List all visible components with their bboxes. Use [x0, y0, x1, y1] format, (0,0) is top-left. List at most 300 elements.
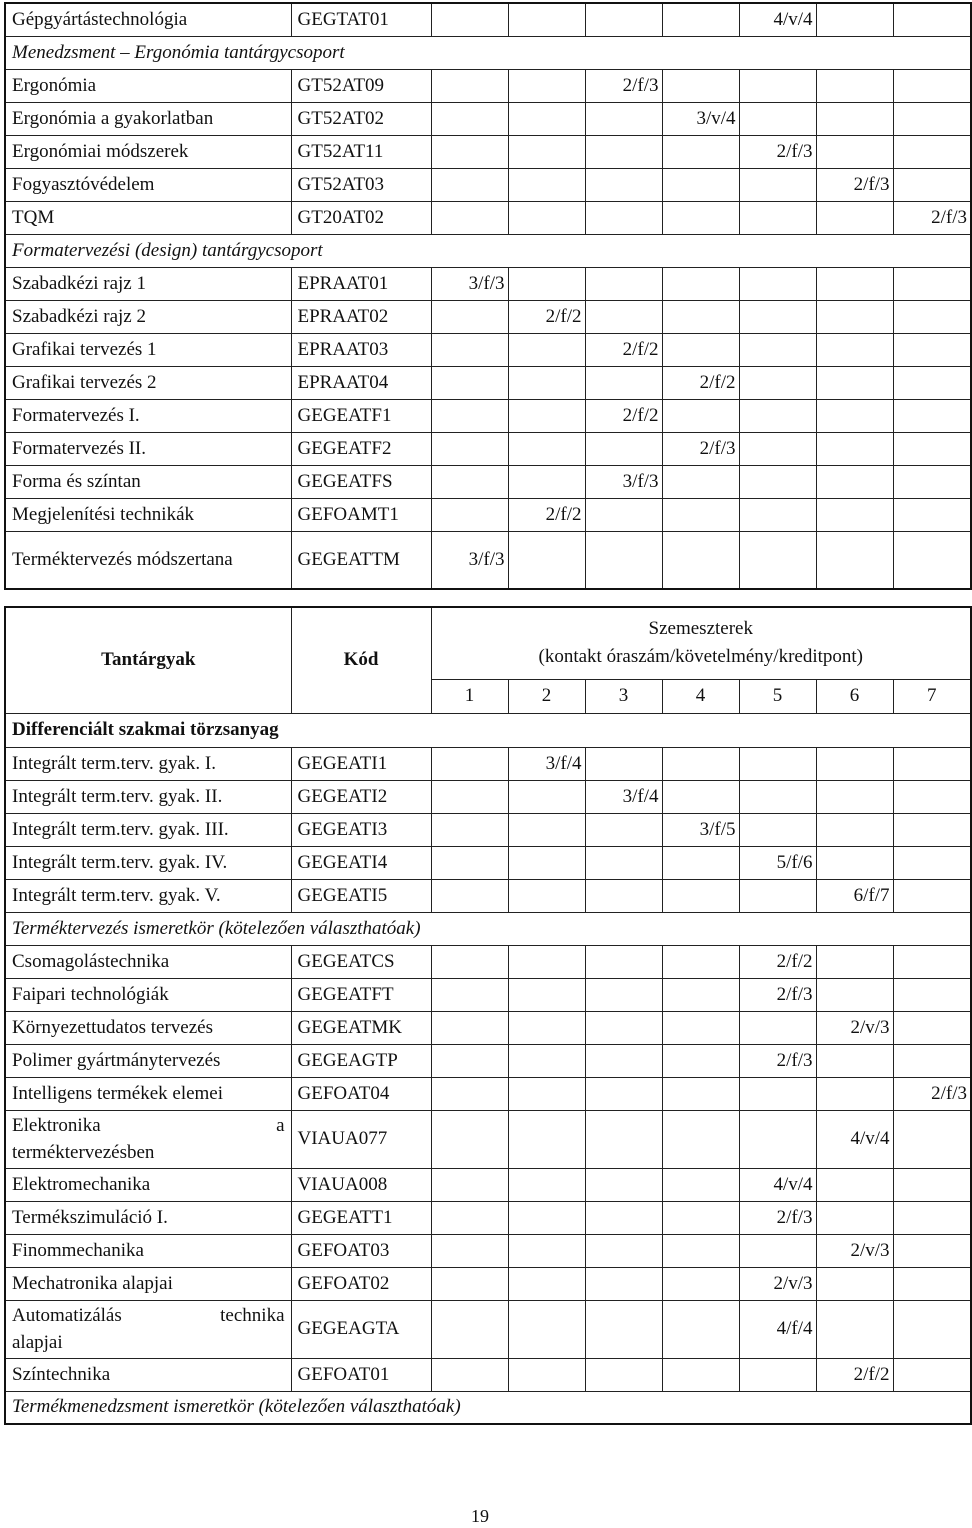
semester-cell-3 [585, 201, 662, 234]
semester-cell-6 [816, 1267, 893, 1300]
course-code: GEGEAGTP [291, 1044, 431, 1077]
course-code: EPRAAT04 [291, 366, 431, 399]
semester-cell-4: 2/f/2 [662, 366, 739, 399]
semester-cell-4 [662, 978, 739, 1011]
semester-cell-7 [893, 300, 971, 333]
course-name: Termékszimuláció I. [5, 1201, 291, 1234]
course-code: GT52AT03 [291, 168, 431, 201]
course-code: GT20AT02 [291, 201, 431, 234]
page-number: 19 [471, 1506, 489, 1526]
semester-cell-5: 5/f/6 [739, 846, 816, 879]
course-row [5, 168, 971, 201]
course-name: Terméktervezés módszertana [5, 531, 291, 589]
semester-cell-6 [816, 978, 893, 1011]
semester-cell-4 [662, 399, 739, 432]
semester-cell-4 [662, 69, 739, 102]
semester-cell-7 [893, 333, 971, 366]
course-name: Finommechanika [5, 1234, 291, 1267]
course-row [5, 780, 971, 813]
semester-cell-1 [431, 1201, 508, 1234]
course-code: GT52AT09 [291, 69, 431, 102]
semester-cell-1 [431, 3, 508, 36]
semester-cell-5 [739, 432, 816, 465]
semester-cell-5 [739, 747, 816, 780]
curriculum-table-main [4, 606, 972, 1425]
semester-cell-6 [816, 465, 893, 498]
semester-cell-5 [739, 1011, 816, 1044]
semester-cell-3 [585, 1234, 662, 1267]
semester-cell-3 [585, 813, 662, 846]
semester-cell-4: 3/f/5 [662, 813, 739, 846]
semester-cell-7 [893, 366, 971, 399]
semester-cell-1 [431, 1011, 508, 1044]
semester-cell-2 [508, 945, 585, 978]
course-code: GEGEATFT [291, 978, 431, 1011]
semester-cell-5 [739, 465, 816, 498]
semester-cell-7 [893, 1168, 971, 1201]
course-name: Formatervezés I. [5, 399, 291, 432]
semester-cell-1 [431, 945, 508, 978]
semester-cell-3 [585, 102, 662, 135]
semester-cell-1 [431, 813, 508, 846]
semester-cell-3 [585, 846, 662, 879]
semester-cell-5 [739, 366, 816, 399]
course-name: Integrált term.terv. gyak. II. [5, 780, 291, 813]
semester-cell-6 [816, 267, 893, 300]
semester-cell-6: 2/f/3 [816, 168, 893, 201]
course-name: Csomagolástechnika [5, 945, 291, 978]
semester-cell-3 [585, 3, 662, 36]
course-code: GT52AT02 [291, 102, 431, 135]
semester-cell-7: 2/f/3 [893, 1077, 971, 1110]
semester-cell-1 [431, 168, 508, 201]
semester-cell-3 [585, 168, 662, 201]
semester-cell-4 [662, 1044, 739, 1077]
semester-cell-4 [662, 531, 739, 589]
semester-cell-2 [508, 432, 585, 465]
course-row [5, 465, 971, 498]
semester-cell-5 [739, 69, 816, 102]
section-row [5, 713, 971, 747]
course-row [5, 3, 971, 36]
semester-cell-2 [508, 879, 585, 912]
semester-cell-6 [816, 531, 893, 589]
semester-number: 6 [816, 679, 893, 713]
semester-cell-4 [662, 300, 739, 333]
semester-cell-5: 4/v/4 [739, 3, 816, 36]
semester-cell-7 [893, 747, 971, 780]
semester-cell-1 [431, 1358, 508, 1391]
semester-cell-2 [508, 168, 585, 201]
semester-cell-3: 3/f/3 [585, 465, 662, 498]
semester-cell-2 [508, 333, 585, 366]
semester-cell-1 [431, 69, 508, 102]
semester-cell-2 [508, 1201, 585, 1234]
semester-cell-1 [431, 1044, 508, 1077]
course-name: Grafikai tervezés 1 [5, 333, 291, 366]
semester-cell-1: 3/f/3 [431, 267, 508, 300]
semester-cell-5: 2/f/3 [739, 135, 816, 168]
semester-cell-6 [816, 69, 893, 102]
semester-cell-7 [893, 465, 971, 498]
course-code: GEGEATF2 [291, 432, 431, 465]
semester-number: 4 [662, 679, 739, 713]
semester-cell-7 [893, 3, 971, 36]
semester-cell-3 [585, 1300, 662, 1358]
semester-cell-6 [816, 201, 893, 234]
group-title: Terméktervezés ismeretkör (kötelezően választhatóak) [5, 912, 971, 945]
course-code: GEGEATMK [291, 1011, 431, 1044]
semester-cell-2 [508, 531, 585, 589]
semester-cell-2 [508, 3, 585, 36]
course-row [5, 1358, 971, 1391]
semester-cell-4 [662, 1300, 739, 1358]
course-name: Integrált term.terv. gyak. I. [5, 747, 291, 780]
semester-cell-5 [739, 102, 816, 135]
semester-cell-2 [508, 267, 585, 300]
semester-cell-7 [893, 879, 971, 912]
semester-cell-6 [816, 1201, 893, 1234]
semester-cell-6 [816, 780, 893, 813]
semester-cell-4 [662, 267, 739, 300]
semester-cell-1 [431, 780, 508, 813]
code-header: Kód [291, 607, 431, 713]
semester-cell-4 [662, 1110, 739, 1168]
semester-cell-1 [431, 1300, 508, 1358]
course-row [5, 1300, 971, 1358]
subjects-header: Tantárgyak [5, 607, 291, 713]
semester-cell-5 [739, 168, 816, 201]
group-title: Formatervezési (design) tantárgycsoport [5, 234, 971, 267]
course-code: GEGEATI2 [291, 780, 431, 813]
course-name: Fogyasztóvédelem [5, 168, 291, 201]
course-row [5, 1044, 971, 1077]
semester-cell-7 [893, 135, 971, 168]
course-row [5, 1011, 971, 1044]
semester-cell-3 [585, 1011, 662, 1044]
semester-cell-5 [739, 879, 816, 912]
semester-cell-7 [893, 1267, 971, 1300]
semester-cell-6 [816, 945, 893, 978]
group-row [5, 36, 971, 69]
semester-cell-1 [431, 300, 508, 333]
course-name: Polimer gyártmánytervezés [5, 1044, 291, 1077]
semester-cell-3 [585, 300, 662, 333]
course-row [5, 69, 971, 102]
semester-cell-7 [893, 267, 971, 300]
course-row [5, 201, 971, 234]
semester-cell-4 [662, 1234, 739, 1267]
semester-cell-1 [431, 399, 508, 432]
semester-cell-1 [431, 135, 508, 168]
course-row [5, 978, 971, 1011]
course-name: Automatizálás technika alapjai [5, 1300, 291, 1358]
semester-cell-6 [816, 1044, 893, 1077]
course-code: GEGEATT1 [291, 1201, 431, 1234]
semester-cell-6 [816, 813, 893, 846]
semester-number: 2 [508, 679, 585, 713]
semester-cell-7 [893, 1201, 971, 1234]
semester-cell-2 [508, 366, 585, 399]
course-name: Intelligens termékek elemei [5, 1077, 291, 1110]
semester-cell-2 [508, 69, 585, 102]
semester-cell-7 [893, 1044, 971, 1077]
semester-cell-4 [662, 135, 739, 168]
semester-cell-4 [662, 498, 739, 531]
course-row [5, 813, 971, 846]
course-code: VIAUA008 [291, 1168, 431, 1201]
semester-cell-5: 2/f/3 [739, 978, 816, 1011]
semester-cell-5 [739, 498, 816, 531]
semester-cell-1 [431, 1077, 508, 1110]
course-name: Megjelenítési technikák [5, 498, 291, 531]
course-row [5, 1201, 971, 1234]
course-row [5, 333, 971, 366]
semester-cell-1 [431, 366, 508, 399]
semester-cell-4 [662, 780, 739, 813]
course-code: EPRAAT01 [291, 267, 431, 300]
semester-cell-4 [662, 879, 739, 912]
course-name: Faipari technológiák [5, 978, 291, 1011]
semester-cell-3 [585, 1267, 662, 1300]
course-code: GEGEATCS [291, 945, 431, 978]
semester-cell-5: 2/v/3 [739, 1267, 816, 1300]
course-code: GEGTAT01 [291, 3, 431, 36]
semester-cell-7 [893, 1234, 971, 1267]
course-row [5, 300, 971, 333]
course-code: EPRAAT02 [291, 300, 431, 333]
semester-cell-7 [893, 1110, 971, 1168]
course-code: GEGEATF1 [291, 399, 431, 432]
semester-cell-2 [508, 1110, 585, 1168]
group-title: Menedzsment – Ergonómia tantárgycsoport [5, 36, 971, 69]
semester-cell-3 [585, 432, 662, 465]
semester-cell-2 [508, 1300, 585, 1358]
course-row [5, 498, 971, 531]
semester-cell-4 [662, 747, 739, 780]
semester-cell-7 [893, 399, 971, 432]
semester-cell-5: 4/f/4 [739, 1300, 816, 1358]
course-code: GEGEATFS [291, 465, 431, 498]
semester-cell-7 [893, 978, 971, 1011]
semester-cell-3 [585, 1168, 662, 1201]
course-row [5, 432, 971, 465]
semester-cell-7 [893, 780, 971, 813]
semester-cell-6 [816, 300, 893, 333]
semester-cell-4 [662, 1168, 739, 1201]
semester-cell-2 [508, 846, 585, 879]
semester-cell-2: 3/f/4 [508, 747, 585, 780]
semester-cell-1 [431, 1234, 508, 1267]
course-name: Szabadkézi rajz 2 [5, 300, 291, 333]
course-row [5, 267, 971, 300]
semester-cell-3 [585, 1110, 662, 1168]
semester-cell-3 [585, 879, 662, 912]
course-code: GEFOAMT1 [291, 498, 431, 531]
semester-cell-5 [739, 300, 816, 333]
semester-cell-1 [431, 846, 508, 879]
course-code: GEGEATI5 [291, 879, 431, 912]
course-name: TQM [5, 201, 291, 234]
semester-cell-3 [585, 978, 662, 1011]
course-row [5, 1234, 971, 1267]
semester-cell-6 [816, 399, 893, 432]
group-title: Termékmenedzsment ismeretkör (kötelezően választhatóak) [5, 1391, 971, 1424]
course-name: Elektronika a terméktervezésben [5, 1110, 291, 1168]
semester-cell-1 [431, 498, 508, 531]
semester-cell-2 [508, 102, 585, 135]
semester-cell-3: 3/f/4 [585, 780, 662, 813]
course-row [5, 1267, 971, 1300]
semester-cell-4 [662, 1011, 739, 1044]
course-name: Forma és színtan [5, 465, 291, 498]
course-code: GEFOAT01 [291, 1358, 431, 1391]
course-name: Elektromechanika [5, 1168, 291, 1201]
semester-cell-5: 2/f/3 [739, 1201, 816, 1234]
semester-cell-3 [585, 1044, 662, 1077]
semester-cell-5 [739, 1077, 816, 1110]
course-code: GEGEATI4 [291, 846, 431, 879]
section-title: Differenciált szakmai törzsanyag [5, 713, 971, 747]
course-code: VIAUA077 [291, 1110, 431, 1168]
semester-cell-2 [508, 813, 585, 846]
semester-cell-2 [508, 135, 585, 168]
semester-cell-2: 2/f/2 [508, 300, 585, 333]
semester-cell-5: 4/v/4 [739, 1168, 816, 1201]
semester-cell-6 [816, 432, 893, 465]
semester-number: 3 [585, 679, 662, 713]
semester-cell-6 [816, 498, 893, 531]
semester-cell-3 [585, 1077, 662, 1110]
semester-cell-4 [662, 465, 739, 498]
semester-cell-4 [662, 1201, 739, 1234]
course-name: Integrált term.terv. gyak. V. [5, 879, 291, 912]
semester-cell-5 [739, 201, 816, 234]
semester-cell-6: 2/v/3 [816, 1234, 893, 1267]
semester-cell-1 [431, 1168, 508, 1201]
semester-cell-1: 3/f/3 [431, 531, 508, 589]
semester-cell-6 [816, 846, 893, 879]
semester-cell-4 [662, 846, 739, 879]
semester-cell-5 [739, 1110, 816, 1168]
course-code: EPRAAT03 [291, 333, 431, 366]
semester-cell-7: 2/f/3 [893, 201, 971, 234]
course-name: Formatervezés II. [5, 432, 291, 465]
course-name: Grafikai tervezés 2 [5, 366, 291, 399]
course-code: GEGEATTM [291, 531, 431, 589]
course-row [5, 1110, 971, 1168]
semester-cell-7 [893, 432, 971, 465]
semester-cell-3 [585, 267, 662, 300]
group-row [5, 1391, 971, 1424]
semester-cell-1 [431, 978, 508, 1011]
semester-cell-6 [816, 1300, 893, 1358]
semester-number: 7 [893, 679, 971, 713]
course-name: Ergonómia a gyakorlatban [5, 102, 291, 135]
semesters-header: Szemeszterek (kontakt óraszám/követelmény/kreditpont) [431, 607, 971, 679]
course-row [5, 1168, 971, 1201]
semester-cell-5 [739, 531, 816, 589]
semester-cell-6 [816, 333, 893, 366]
semester-cell-3 [585, 498, 662, 531]
course-row [5, 747, 971, 780]
semester-cell-5 [739, 399, 816, 432]
group-row [5, 912, 971, 945]
semester-cell-6 [816, 1168, 893, 1201]
semester-cell-4 [662, 168, 739, 201]
semester-cell-7 [893, 945, 971, 978]
semester-cell-2 [508, 1168, 585, 1201]
semester-cell-2 [508, 1077, 585, 1110]
semester-cell-4 [662, 3, 739, 36]
semester-cell-5 [739, 267, 816, 300]
semester-cell-2 [508, 465, 585, 498]
course-code: GEFOAT03 [291, 1234, 431, 1267]
semester-cell-4: 3/v/4 [662, 102, 739, 135]
semester-cell-7 [893, 531, 971, 589]
semester-cell-3 [585, 531, 662, 589]
semester-cell-5 [739, 813, 816, 846]
semester-cell-6 [816, 135, 893, 168]
semester-cell-3 [585, 1201, 662, 1234]
semester-cell-6: 4/v/4 [816, 1110, 893, 1168]
course-name: Színtechnika [5, 1358, 291, 1391]
semester-cell-3 [585, 1358, 662, 1391]
course-code: GEFOAT02 [291, 1267, 431, 1300]
course-code: GEGEATI3 [291, 813, 431, 846]
semester-number: 5 [739, 679, 816, 713]
course-code: GT52AT11 [291, 135, 431, 168]
course-name: Szabadkézi rajz 1 [5, 267, 291, 300]
semester-cell-6 [816, 102, 893, 135]
course-name: Integrált term.terv. gyak. IV. [5, 846, 291, 879]
semester-cell-7 [893, 813, 971, 846]
semester-cell-2 [508, 1358, 585, 1391]
semester-cell-1 [431, 1267, 508, 1300]
course-code: GEGEATI1 [291, 747, 431, 780]
semester-cell-7 [893, 69, 971, 102]
semester-cell-7 [893, 1011, 971, 1044]
semester-cell-3 [585, 945, 662, 978]
semester-cell-5 [739, 780, 816, 813]
semester-cell-3 [585, 135, 662, 168]
semester-cell-2 [508, 978, 585, 1011]
semester-cell-3 [585, 747, 662, 780]
semester-cell-7 [893, 498, 971, 531]
semester-cell-2 [508, 1267, 585, 1300]
semester-cell-4 [662, 1358, 739, 1391]
semester-cell-1 [431, 432, 508, 465]
course-row [5, 135, 971, 168]
course-row [5, 846, 971, 879]
course-row [5, 1077, 971, 1110]
group-row [5, 234, 971, 267]
course-name: Környezettudatos tervezés [5, 1011, 291, 1044]
semester-cell-2 [508, 201, 585, 234]
semester-cell-4 [662, 201, 739, 234]
semester-cell-4 [662, 1267, 739, 1300]
course-name: Ergonómiai módszerek [5, 135, 291, 168]
semester-cell-6 [816, 366, 893, 399]
course-row [5, 531, 971, 589]
course-code: GEGEAGTA [291, 1300, 431, 1358]
course-name: Mechatronika alapjai [5, 1267, 291, 1300]
course-row [5, 366, 971, 399]
semester-cell-3: 2/f/2 [585, 333, 662, 366]
semester-cell-2 [508, 1234, 585, 1267]
course-row [5, 945, 971, 978]
course-row [5, 879, 971, 912]
